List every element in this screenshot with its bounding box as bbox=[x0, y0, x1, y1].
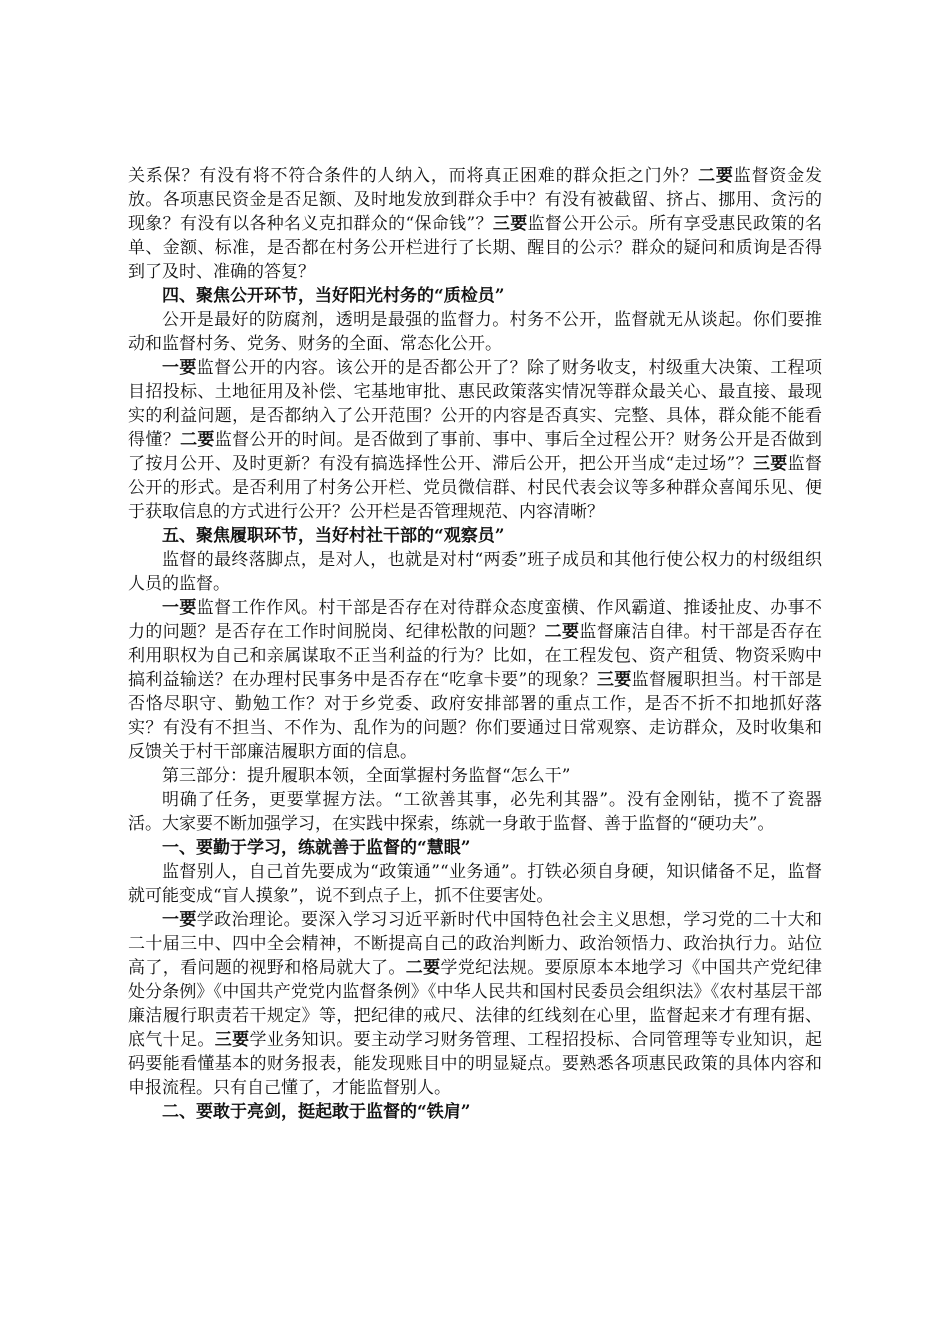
body-paragraph bbox=[128, 788, 822, 836]
keyword-text: 三要 bbox=[214, 1030, 250, 1050]
paragraph-text: 监督的最终落脚点，是对人，也就是对村“两委”班子成员和其他行使公权力的村级组织人员的监督。 bbox=[128, 550, 822, 594]
paragraph-text: 监督资金发放。各项惠民资金是否足额、及时地发放到群众手中？有没有被截留、挤占、挪用、贪污的现象？有没有以各种名义克扣群众的“保命钱”？ bbox=[128, 166, 823, 234]
paragraph-text: 五、聚焦履职环节，当好村社干部的“观察员” bbox=[162, 526, 505, 546]
paragraph-text: 学政治理论。要深入学习习近平新时代中国特色社会主义思想，学习党的二十大和二十届三中、四中全会精神，不断提高自己的政治判断力、政治领悟力、政治执行力。站位高了，看问题的视野和格局就大了。 bbox=[128, 910, 823, 978]
keyword-text: 二要 bbox=[180, 430, 215, 450]
keyword-text: 二要 bbox=[405, 958, 441, 978]
paragraph-text: 公开是最好的防腐剂，透明是最强的监督力。村务不公开，监督就无从谈起。你们要推动和监督村务、党务、财务的全面、常态化公开。 bbox=[128, 310, 822, 354]
paragraph-text: 一、要勤于学习，练就善于监督的“慧眼” bbox=[162, 838, 471, 858]
body-paragraph bbox=[128, 860, 822, 908]
body-paragraph bbox=[128, 596, 822, 764]
paragraph-text: 监督履职担当。村干部是否恪尽职守、勤勉工作？对于乡党委、政府安排部署的重点工作，是否不折不扣地抓好落实？有没有不担当、不作为、乱作为的问题？你们要通过日常观察、走访群众，及时收集和反馈关于村干部廉洁履职方面的信息。 bbox=[128, 670, 823, 762]
keyword-text: 二要 bbox=[698, 166, 734, 186]
paragraph-text: 第三部分：提升履职本领，全面掌握村务监督“怎么干” bbox=[162, 766, 571, 786]
section-heading bbox=[128, 1100, 822, 1124]
paragraph-text: 监督公开的形式。是否利用了村务公开栏、党员微信群、村民代表会议等多种群众喜闻乐见、便于获取信息的方式进行公开？公开栏是否管理规范、内容清晰？ bbox=[128, 454, 822, 522]
paragraph-text: 学党纪法规。要原原本本地学习《中国共产党纪律处分条例》《中国共产党党内监督条例》《中华人民共和国村民委员会组织法》《农村基层干部廉洁履行职责若干规定》等，把纪律的戒尺、法律的红线刻在心里，监督起来才有理有据、底气十足。 bbox=[128, 958, 823, 1050]
body-paragraph bbox=[128, 356, 822, 524]
section-heading bbox=[128, 836, 822, 860]
paragraph-text: 监督工作作风。村干部是否存在对待群众态度蛮横、作风霸道、推诿扯皮、办事不力的问题？是否存在工作时间脱岗、纪律松散的问题？ bbox=[128, 598, 823, 642]
section-heading bbox=[128, 524, 822, 548]
body-paragraph bbox=[128, 308, 822, 356]
body-paragraph bbox=[128, 764, 822, 788]
keyword-text: 一要 bbox=[162, 358, 197, 378]
keyword-text: 二要 bbox=[544, 622, 580, 642]
paragraph-text: 二、要敢于亮剑，挺起敢于监督的“铁肩” bbox=[162, 1102, 471, 1122]
keyword-text: 三要 bbox=[596, 670, 632, 690]
paragraph-text: 学业务知识。要主动学习财务管理、工程招投标、合同管理等专业知识，起码要能看懂基本的财务报表，能发现账目中的明显疑点。要熟悉各项惠民政策的具体内容和申报流程。只有自己懂了，才能监督别人。 bbox=[128, 1030, 823, 1098]
paragraph-text: 监督别人，自己首先要成为“政策通”“业务通”。打铁必须自身硬，知识储备不足，监督就可能变成“盲人摸象”，说不到点子上，抓不住要害处。 bbox=[128, 862, 822, 906]
section-heading bbox=[128, 284, 822, 308]
document-body bbox=[128, 164, 822, 1124]
paragraph-text: 四、聚焦公开环节，当好阳光村务的“质检员” bbox=[162, 286, 505, 306]
paragraph-text: 监督廉洁自律。村干部是否存在利用职权为自己和亲属谋取不正当利益的行为？比如，在工程发包、资产租赁、物资采购中搞利益输送？在办理村民事务中是否存在“吃拿卡要”的现象？ bbox=[128, 622, 823, 690]
paragraph-text: 明确了任务，更要掌握方法。“工欲善其事，必先利其器”。没有金刚钻，揽不了瓷器活。大家要不断加强学习，在实践中探索，练就一身敢于监督、善于监督的“硬功夫”。 bbox=[128, 790, 822, 834]
body-paragraph bbox=[128, 164, 822, 284]
keyword-text: 三要 bbox=[492, 214, 528, 234]
keyword-text: 三要 bbox=[752, 454, 788, 474]
body-paragraph bbox=[128, 548, 822, 596]
paragraph-text: 监督公开的时间。是否做到了事前、事中、事后全过程公开？财务公开是否做到了按月公开、及时更新？有没有搞选择性公开、滞后公开，把公开当成“走过场”？ bbox=[128, 430, 823, 474]
body-paragraph bbox=[128, 908, 822, 1100]
keyword-text: 一要 bbox=[162, 910, 197, 930]
paragraph-text: 监督公开公示。所有享受惠民政策的名单、金额、标准，是否都在村务公开栏进行了长期、醒目的公示？群众的疑问和质询是否得到了及时、准确的答复？ bbox=[128, 214, 823, 282]
paragraph-text: 监督公开的内容。该公开的是否都公开了？除了财务收支，村级重大决策、工程项目招投标、土地征用及补偿、宅基地审批、惠民政策落实情况等群众最关心、最直接、最现实的利益问题，是否都纳入了公开范围？公开的内容是否真实、完整、具体，群众能不能看得懂？ bbox=[128, 358, 823, 450]
paragraph-text: 关系保？有没有将不符合条件的人纳入，而将真正困难的群众拒之门外？ bbox=[128, 166, 699, 186]
keyword-text: 一要 bbox=[162, 598, 197, 618]
